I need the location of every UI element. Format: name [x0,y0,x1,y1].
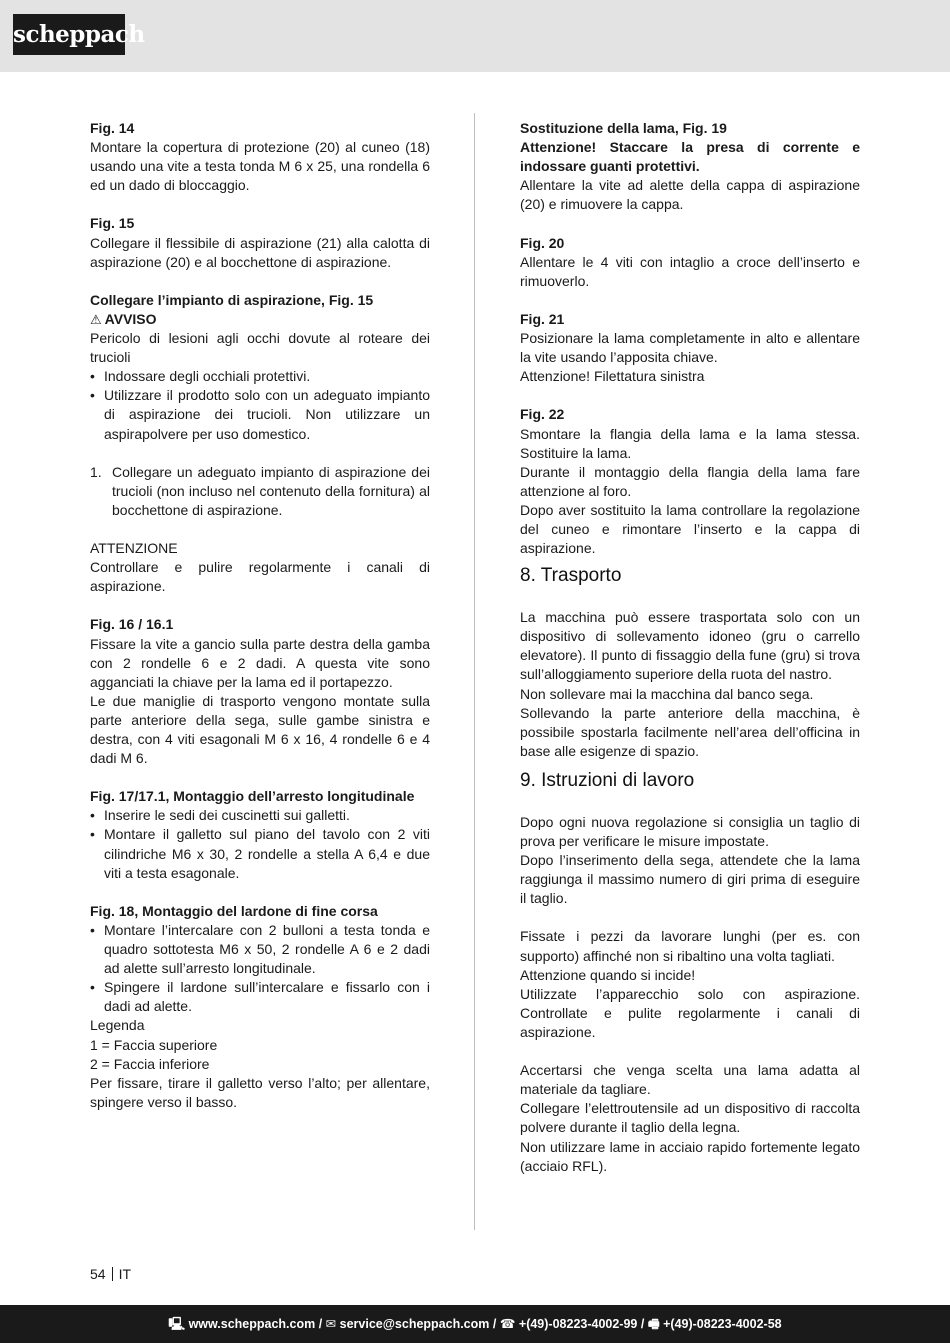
legenda-item-2: 2 = Faccia inferiore [90,1055,210,1072]
page-language: IT [118,1266,132,1282]
fig18-title: Fig. 18, Montaggio del lardone di fine corsa [90,902,378,919]
fig21-text-2: Attenzione! Filettatura sinistra [520,368,705,385]
page-separator [112,1267,113,1281]
fig15-title: Fig. 15 [90,215,135,232]
footer-phone: +(49)-08223-4002-99 / [518,1317,645,1331]
phone-icon: ☎ [499,1317,516,1331]
legenda-label: Legenda [90,1017,145,1034]
sec9-text-4: Attenzione quando si incide! [520,966,696,983]
left-column [90,119,430,1112]
right-column [520,119,860,1176]
fig16-text-1: Fissare la vite a gancio sulla parte destra della gamba con 2 rondelle 6 e 2 dadi. A questa vite sono agganciati la chiave per la lama ed il portapezzo. [90,635,430,690]
list-item: • Utilizzare il prodotto solo con un adeguato impianto di aspirazione dei trucioli. Non utilizzare un aspirapolvere per uso domestico. [90,386,430,443]
fig17-title: Fig. 17/17.1, Montaggio dell’arresto longitudinale [90,788,415,805]
fig14-title: Fig. 14 [90,120,135,136]
section-9-heading: 9. Istruzioni di lavoro [520,769,695,791]
page-number-value: 54 [90,1266,106,1282]
section-8-heading: 8. Trasporto [520,565,622,587]
fig15-text: Collegare il flessibile di aspirazione (21) alla calotta di aspirazione (20) e al bocchettone di aspirazione. [90,234,430,270]
avviso-label: AVVISO [104,310,157,327]
page-footer [0,1305,950,1343]
fig22-title: Fig. 22 [520,406,565,423]
list-item: • Montare l’intercalare con 2 bulloni a testa tonda e quadro sottotesta M6 x 50, 2 rondelle A 6 e 2 dadi ad alette sull’arresto longitudinale. [90,921,430,978]
attenzione-text: Controllare e pulire regolarmente i canali di aspirazione. [90,559,430,595]
legenda-text: Per fissare, tirare il galletto verso l’alto; per allentare, spingere verso il basso. [90,1074,430,1110]
step-number: 1. [90,463,102,480]
blade-replacement-warning: Attenzione! Staccare la presa di corrente e indossare guanti protettivi. [520,139,860,175]
footer-fax: +(49)-08223-4002-58 [663,1317,782,1331]
footer-email: service@scheppach.com / [339,1317,497,1331]
fig21-text: Posizionare la lama completamente in alto e allentare la vite usando l’apposita chiave. [520,330,860,366]
fig20-text: Allentare le 4 viti con intaglio a croce dell’inserto e rimuoverlo. [520,253,860,289]
sec9-text-1: Dopo ogni nuova regolazione si consiglia un taglio di prova per verificare le misure impostate. [520,813,860,849]
list-item: • Spingere il lardone sull’intercalare e fissarlo con i dadi ad alette. [90,978,430,1016]
page-number [90,1265,131,1283]
warning-icon: ⚠ [90,311,102,327]
avviso-heading [90,310,430,329]
scheppach-logo: scheppach [13,14,125,55]
fig16-title: Fig. 16 / 16.1 [90,616,174,633]
sec8-text-3: Sollevando la parte anteriore della macchina, è possibile spostarla facilmente nell’area dell’officina in base alle esigenze di spazio. [520,704,860,759]
sec9-text-2: Dopo l’inserimento della sega, attendete che la lama raggiunga il massimo numero di giri prima di eseguire il taglio. [520,852,860,907]
fig16-text-2: Le due maniglie di trasporto vengono montate sulla parte anteriore della sega, sulle gambe sinistra e destra, con 4 viti esagonali M 6 x 16, 4 rondelle 6 e 4 dadi M 6. [90,692,430,767]
blade-replacement-text: Allentare la vite ad alette della cappa di aspirazione (20) e rimuovere la cappa. [520,177,860,213]
computer-icon: 🖳 [168,1317,186,1331]
step-text: Collegare un adeguato impianto di aspirazione dei trucioli (non incluso nel contenuto della fornitura) al bocchettone di aspirazione. [112,463,430,518]
page-header [0,0,950,72]
sec9-text-8: Non utilizzare lame in acciaio rapido fortemente legato (acciaio RFL). [520,1138,860,1174]
aspiration-title: Collegare l’impianto di aspirazione, Fig. 15 [90,291,374,308]
fig22-text-3: Dopo aver sostituito la lama controllare la regolazione del cuneo e rimontare l’inserto e la cappa di aspirazione. [520,501,860,557]
list-item: • Montare il galletto sul piano del tavolo con 2 viti cilindriche M6 x 30, 2 rondelle a stella A 6,4 e due viti a testa esagonale. [90,825,430,882]
blade-replacement-title: Sostituzione della lama, Fig. 19 [520,120,727,136]
sec9-text-7: Collegare l’elettroutensile ad un dispositivo di raccolta polvere durante il taglio della legna. [520,1100,860,1136]
attenzione-label: ATTENZIONE [90,540,178,557]
fig14-text: Montare la copertura di protezione (20) al cuneo (18) usando una vite a testa tonda M 6 x 25, una rondella 6 ed un dado di bloccaggio. [90,139,430,194]
fig20-title: Fig. 20 [520,234,565,251]
fig22-text-1: Smontare la flangia della lama e la lama stessa. Sostituire la lama. [520,425,860,461]
sec8-text-1: La macchina può essere trasportata solo con un dispositivo di sollevamento idoneo (gru o carrello elevatore). Il punto di fissaggio della fune (gru) si trova sull’alloggiamento superiore della ruota del nastro. [520,609,860,683]
fax-icon: 🖷 [647,1317,660,1331]
step-1 [90,463,430,520]
legenda-item-1: 1 = Faccia superiore [90,1036,218,1053]
list-item: • Indossare degli occhiali protettivi. [90,367,430,386]
sec9-text-6: Accertarsi che venga scelta una lama adatta al materiale da tagliare. [520,1062,860,1098]
sec8-text-2: Non sollevare mai la macchina dal banco sega. [520,685,814,702]
column-divider [474,113,475,1230]
sec9-text-5: Utilizzate l’apparecchio solo con aspirazione. Controllate e pulite regolarmente i canali di aspirazione. [520,985,860,1040]
mail-icon: ✉ [325,1317,337,1331]
fig21-title: Fig. 21 [520,310,565,327]
avviso-text: Pericolo di lesioni agli occhi dovute al roteare dei trucioli [90,330,430,366]
sec9-text-3: Fissate i pezzi da lavorare lunghi (per es. con supporto) affinché non si ribaltino una volta tagliati. [520,928,860,964]
list-item: • Inserire le sedi dei cuscinetti sui galletti. [90,806,430,825]
fig22-text-2: Durante il montaggio della flangia della lama fare attenzione al foro. [520,463,860,499]
footer-website: www.scheppach.com / [188,1317,323,1331]
